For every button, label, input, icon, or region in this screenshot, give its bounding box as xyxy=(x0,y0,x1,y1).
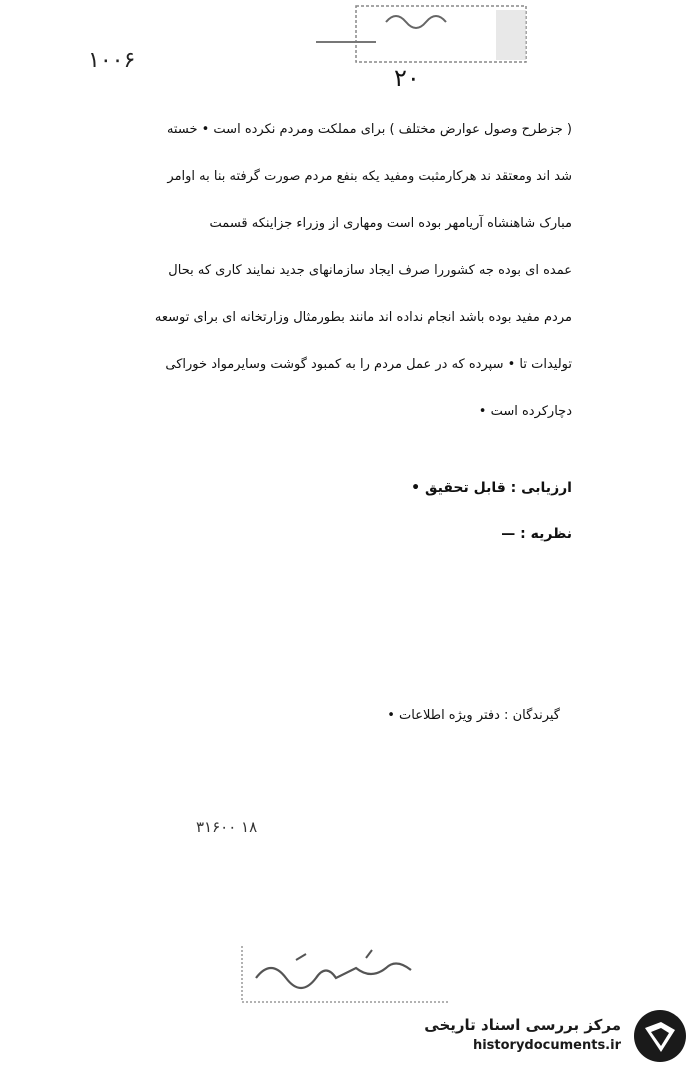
document-number: ۱۰۰۶ xyxy=(88,48,136,73)
evaluation: ارزیابی : قابل تحقیق • xyxy=(411,480,572,496)
bottom-stamp xyxy=(236,938,456,1006)
body-line: تولیدات تا • سپرده که در عمل مردم را به کمبود گوشت وسایرمواد خوراکی xyxy=(165,357,572,372)
watermark-name: مرکز بررسی اسناد تاریخی xyxy=(424,1016,621,1034)
body-line: عمده ای بوده جه کشوررا صرف ایجاد سازمانهای جدید نمایند کاری که بحال xyxy=(168,263,572,278)
body-line: مبارک شاهنشاه آریامهر بوده است ومهاری از وزراء جزاینکه قسمت xyxy=(209,216,572,231)
handwritten-stamp xyxy=(236,938,456,1006)
watermark xyxy=(420,1006,695,1066)
opinion: نظریه : — xyxy=(501,526,572,542)
watermark-site: historydocuments.ir xyxy=(472,1038,621,1053)
recipients: گیرندگان : دفتر ویژه اطلاعات • xyxy=(387,708,560,723)
archive-logo-icon xyxy=(631,1008,689,1064)
body-line: شد اند ومعتقد ند هرکارمثبت ومفید یکه بنفع مردم صورت گرفته بنا به اوامر xyxy=(167,169,572,184)
stamp-mark xyxy=(296,2,536,72)
top-stamp xyxy=(296,2,536,72)
body-line: دچارکرده است • xyxy=(478,404,572,419)
file-code: ۳۱۶۰۰ ۱۸ xyxy=(196,818,258,836)
body-text xyxy=(130,120,572,449)
page-number: ۲۰ xyxy=(394,64,420,92)
body-line: ( جزطرح وصول عوارض مختلف ) برای مملکت ومردم نکرده است • خسته xyxy=(166,122,572,137)
body-line: مردم مفید بوده باشد انجام نداده اند مانند بطورمثال وزارتخانه ای برای توسعه xyxy=(154,310,572,325)
